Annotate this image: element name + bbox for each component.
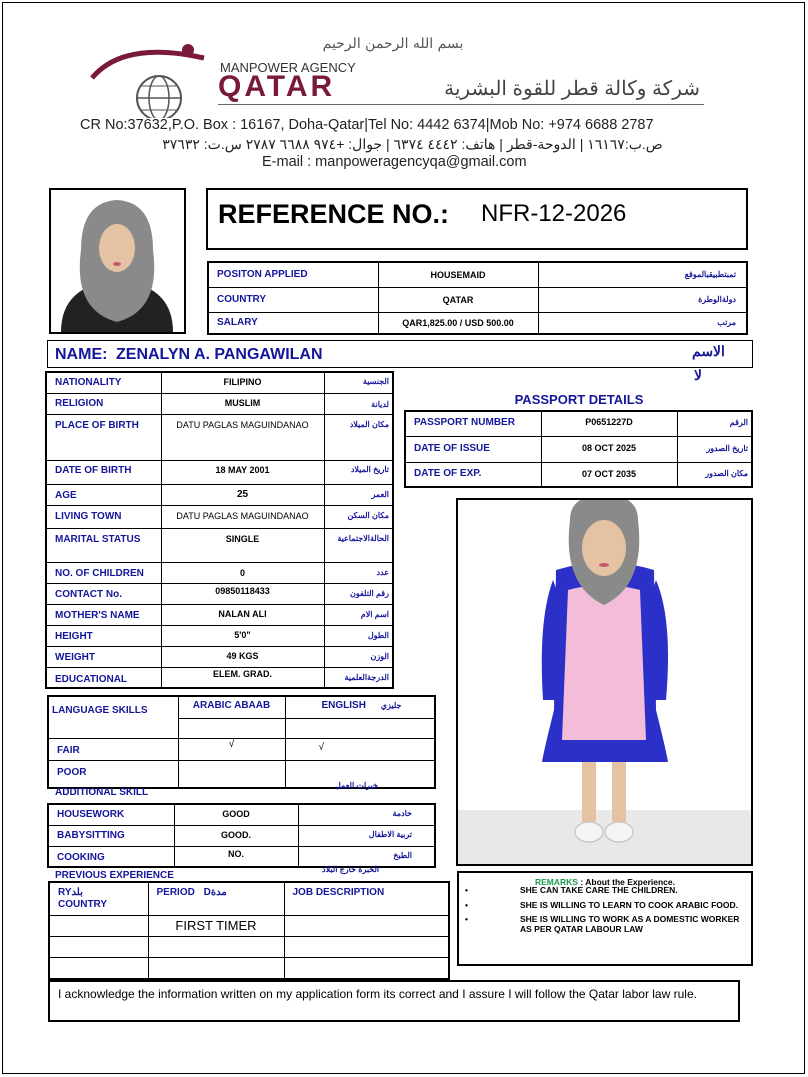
personal-arabic: رقم التلفون xyxy=(324,583,393,604)
language-row xyxy=(48,738,435,760)
job-arabic: دولةالوطرة xyxy=(538,287,747,312)
language-col2-label: ENGLISH xyxy=(321,700,366,711)
personal-value: 0 xyxy=(161,562,324,583)
name-label: NAME: xyxy=(55,346,108,363)
personal-row xyxy=(46,667,393,688)
personal-value: 09850118433 xyxy=(161,583,324,604)
experience-title-arabic: الخبرة خارج البلاد xyxy=(322,865,380,874)
experience-title: PREVIOUS EXPERIENCE xyxy=(55,870,174,881)
remark-text: SHE IS WILLING TO LEARN TO COOK ARABIC FOOD. xyxy=(520,900,739,910)
experience-cell xyxy=(148,936,284,957)
job-row xyxy=(208,287,747,312)
job-row xyxy=(208,312,747,334)
skill-label: BABYSITTING xyxy=(48,825,174,846)
skill-label: COOKING xyxy=(48,846,174,867)
personal-row xyxy=(46,505,393,528)
experience-header-row xyxy=(49,882,449,915)
job-arabic: مرتب xyxy=(538,312,747,334)
personal-arabic: الوزن xyxy=(324,646,393,667)
personal-row xyxy=(46,528,393,562)
language-header-row xyxy=(48,696,435,718)
passport-row xyxy=(405,436,752,462)
skill-row xyxy=(48,825,435,846)
bullet-icon: • xyxy=(465,914,468,924)
applicant-photo xyxy=(49,188,186,334)
skill-value: GOOD xyxy=(174,804,298,825)
personal-row xyxy=(46,460,393,484)
personal-row xyxy=(46,583,393,604)
remark-item xyxy=(465,900,740,910)
job-value: QATAR xyxy=(378,287,538,312)
personal-row xyxy=(46,484,393,505)
job-row xyxy=(208,262,747,287)
passport-row xyxy=(405,411,752,436)
experience-col-period-label: PERIOD xyxy=(156,887,195,898)
remarks-box xyxy=(457,871,753,966)
remark-text: SHE IS WILLING TO WORK AS A DOMESTIC WORKER AS PER QATAR LABOUR LAW xyxy=(520,914,740,934)
personal-value: 49 KGS xyxy=(161,646,324,667)
passport-arabic: تاريخ الصدور xyxy=(677,436,752,462)
language-english-check: √ xyxy=(285,738,435,760)
personal-row xyxy=(46,604,393,625)
personal-arabic: الحالةالاجتماعية xyxy=(324,528,393,562)
experience-cell xyxy=(284,936,449,957)
language-table xyxy=(47,695,436,789)
experience-col-period-arabic: Dمدة xyxy=(203,887,227,898)
experience-col-country-label: COUNTRY xyxy=(58,899,108,910)
name-box xyxy=(47,340,753,368)
skill-arabic: تربية الاطفال xyxy=(298,825,435,846)
remark-item xyxy=(465,885,740,895)
job-label: POSITON APPLIED xyxy=(208,262,378,287)
personal-label: CONTACT No. xyxy=(46,583,161,604)
reference-label: REFERENCE NO.: xyxy=(218,199,450,229)
personal-label: PLACE OF BIRTH xyxy=(46,414,161,460)
personal-arabic: لديانة xyxy=(324,393,393,414)
acknowledgement-text: I acknowledge the information written on my application form its correct and I assure I will follow the Qatar labor law rule. xyxy=(58,987,697,1001)
language-row xyxy=(48,718,435,738)
skill-arabic: خادمة xyxy=(298,804,435,825)
job-label: SALARY xyxy=(208,312,378,334)
passport-arabic: الرقم xyxy=(677,411,752,436)
job-table xyxy=(207,261,748,335)
personal-row xyxy=(46,625,393,646)
reference-value: NFR-12-2026 xyxy=(481,200,627,227)
personal-label: DATE OF BIRTH xyxy=(46,460,161,484)
personal-value: SINGLE xyxy=(161,528,324,562)
language-arabic-check xyxy=(178,718,285,738)
experience-job xyxy=(284,915,449,936)
personal-label: NO. OF CHILDREN xyxy=(46,562,161,583)
personal-label: EDUCATIONAL xyxy=(46,667,161,688)
personal-arabic: مكان السكن xyxy=(324,505,393,528)
personal-row xyxy=(46,562,393,583)
experience-cell xyxy=(148,957,284,979)
agency-name-arabic: شركة وكالة قطر للقوة البشرية xyxy=(444,78,700,100)
passport-arabic: مكان الصدور xyxy=(677,462,752,487)
personal-label: LIVING TOWN xyxy=(46,505,161,528)
agency-name-small: MANPOWER AGENCY xyxy=(220,60,356,75)
reference-box xyxy=(206,188,748,250)
agency-logo xyxy=(84,38,214,118)
personal-label: NATIONALITY xyxy=(46,372,161,393)
experience-row xyxy=(49,957,449,979)
passport-value: 08 OCT 2025 xyxy=(541,436,677,462)
personal-row xyxy=(46,372,393,393)
passport-label: DATE OF ISSUE xyxy=(405,436,541,462)
bullet-icon: • xyxy=(465,900,468,910)
language-level xyxy=(48,718,178,738)
passport-row xyxy=(405,462,752,487)
personal-value: MUSLIM xyxy=(161,393,324,414)
skill-value: NO. xyxy=(174,846,298,867)
skill-arabic: الطبخ xyxy=(298,846,435,867)
personal-value: NALAN ALI xyxy=(161,604,324,625)
name-arabic-2: لا xyxy=(694,367,702,383)
skills-title: ADDITIONAL SKILL xyxy=(55,787,149,798)
personal-value: DATU PAGLAS MAGUINDANAO xyxy=(161,414,324,460)
personal-arabic: الدرجةالعلمية xyxy=(324,667,393,688)
personal-arabic: مكان الميلاد xyxy=(324,414,393,460)
experience-col-period xyxy=(148,882,284,915)
skills-table xyxy=(47,803,436,868)
passport-label: PASSPORT NUMBER xyxy=(405,411,541,436)
personal-value: 18 MAY 2001 xyxy=(161,460,324,484)
experience-col-country-arabic: RYبلد xyxy=(58,887,83,898)
language-col2 xyxy=(285,696,435,718)
personal-label: AGE xyxy=(46,484,161,505)
personal-arabic: العمر xyxy=(324,484,393,505)
remark-text: SHE CAN TAKE CARE THE CHILDREN. xyxy=(520,885,678,895)
personal-arabic: اسم الام xyxy=(324,604,393,625)
agency-name-big: QATAR xyxy=(218,70,336,103)
experience-col-country xyxy=(49,882,148,915)
full-body-photo xyxy=(456,498,753,866)
language-arabic-check xyxy=(178,760,285,788)
bullet-icon: • xyxy=(465,885,468,895)
language-arabic-check: √ xyxy=(178,738,285,760)
contact-en: CR No:37632,P.O. Box : 16167, Doha-Qatar|Tel No: 4442 6374|Mob No: +974 6688 2787 xyxy=(80,117,654,133)
language-english-check xyxy=(285,718,435,738)
name-value: ZENALYN A. PANGAWILAN xyxy=(116,346,323,363)
personal-label: MOTHER'S NAME xyxy=(46,604,161,625)
passport-table xyxy=(404,410,753,488)
personal-arabic: تاريخ الميلاد xyxy=(324,460,393,484)
passport-value: P0651227D xyxy=(541,411,677,436)
job-arabic: تمبتطبيقبالموقع xyxy=(538,262,747,287)
personal-row xyxy=(46,414,393,460)
personal-label: WEIGHT xyxy=(46,646,161,667)
personal-value: DATU PAGLAS MAGUINDANAO xyxy=(161,505,324,528)
experience-country xyxy=(49,915,148,936)
personal-row xyxy=(46,646,393,667)
personal-row xyxy=(46,393,393,414)
experience-period: FIRST TIMER xyxy=(148,915,284,936)
remarks-title: REMARKS xyxy=(535,877,578,887)
personal-table xyxy=(45,371,394,689)
language-level: POOR xyxy=(48,760,178,788)
job-value: HOUSEMAID xyxy=(378,262,538,287)
experience-row xyxy=(49,915,449,936)
personal-label: MARITAL STATUS xyxy=(46,528,161,562)
name-arabic: الاسم xyxy=(692,343,725,359)
experience-table xyxy=(48,881,450,980)
skills-title-arabic: خبرات العمل xyxy=(335,781,378,790)
header-rule xyxy=(218,104,704,105)
skill-row xyxy=(48,804,435,825)
experience-cell xyxy=(49,957,148,979)
personal-value: 25 xyxy=(161,484,324,505)
personal-value: ELEM. GRAD. xyxy=(161,667,324,688)
job-value: QAR1,825.00 / USD 500.00 xyxy=(378,312,538,334)
bismillah: بسم الله الرحمن الرحيم xyxy=(322,36,464,52)
remark-item xyxy=(465,914,740,934)
skill-row xyxy=(48,846,435,867)
experience-cell xyxy=(284,957,449,979)
experience-cell xyxy=(49,936,148,957)
personal-value: FILIPINO xyxy=(161,372,324,393)
skill-label: HOUSEWORK xyxy=(48,804,174,825)
language-col1: ARABIC ABAAB xyxy=(178,696,285,718)
remarks-subtitle: : About the Experience. xyxy=(580,877,675,887)
email: E-mail : manpoweragencyqa@gmail.com xyxy=(262,154,527,170)
personal-arabic: عدد xyxy=(324,562,393,583)
experience-row xyxy=(49,936,449,957)
personal-arabic: الطول xyxy=(324,625,393,646)
personal-label: HEIGHT xyxy=(46,625,161,646)
language-level: FAIR xyxy=(48,738,178,760)
language-col2-arabic: جليزي xyxy=(380,701,402,710)
contact-ar: ص.ب:١٦١٦٧ | الدوحة-قطر | هاتف: ٤٤٤٢ ٦٣٧٤ | جوال: +٩٧٤ ٦٦٨٨ ٢٧٨٧ س.ت: ٣٧٦٣٢ xyxy=(162,136,663,152)
passport-value: 07 OCT 2035 xyxy=(541,462,677,487)
language-title: LANGUAGE SKILLS xyxy=(48,696,178,718)
acknowledgement-box xyxy=(48,980,740,1022)
skill-value: GOOD. xyxy=(174,825,298,846)
experience-col-job: JOB DESCRIPTION xyxy=(284,882,449,915)
passport-title: PASSPORT DETAILS xyxy=(514,392,644,407)
passport-label: DATE OF EXP. xyxy=(405,462,541,487)
job-label: COUNTRY xyxy=(208,287,378,312)
personal-label: RELIGION xyxy=(46,393,161,414)
remarks-list xyxy=(465,885,740,934)
personal-value: 5'0" xyxy=(161,625,324,646)
personal-arabic: الجنسية xyxy=(324,372,393,393)
